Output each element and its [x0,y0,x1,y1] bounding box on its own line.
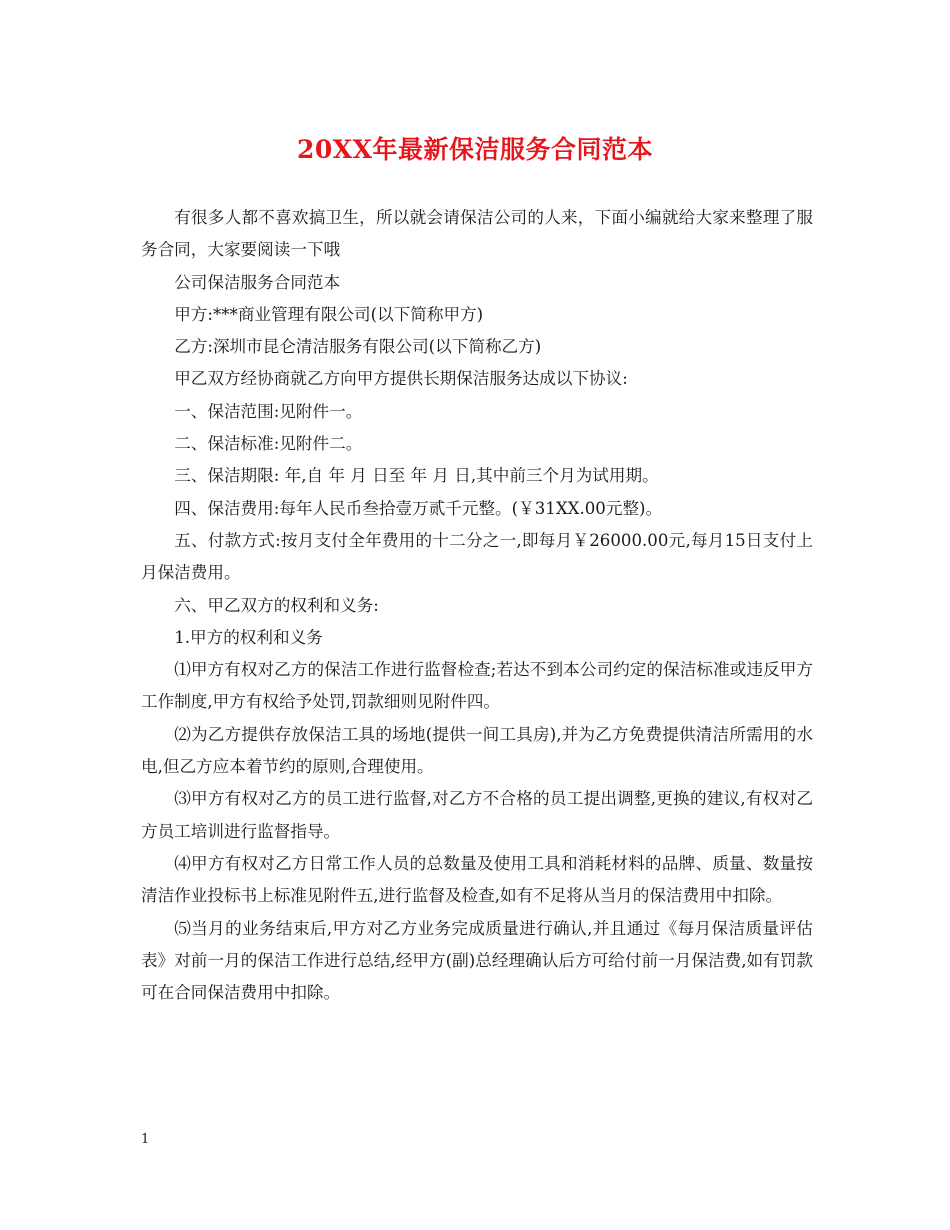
paragraph: 六、甲乙双方的权利和义务: [174,595,379,615]
paragraph: 甲方:***商业管理有限公司(以下简称甲方) [174,304,484,324]
paragraph: 1.甲方的权利和义务 [174,627,323,647]
paragraph: 二、保洁标准:见附件二。 [174,434,363,454]
paragraph: 四、保洁费用:每年人民币叁拾壹万贰千元整。(￥31XX.00元整)。 [174,498,663,518]
paragraph: 五、付款方式:按月支付全年费用的十二分之一,即每月￥26000.00元,每月15日支付上月保洁费用。 [141,530,813,583]
paragraph: ⑶甲方有权对乙方的员工进行监督,对乙方不合格的员工提出调整,更换的建议,有权对乙方员工培训进行监督指导。 [141,789,813,841]
document-body [141,202,813,1009]
paragraph: 乙方:深圳市昆仑清洁服务有限公司(以下简称乙方) [174,337,542,357]
paragraph: 甲乙双方经协商就乙方向甲方提供长期保洁服务达成以下协议: [174,369,628,389]
paragraph: 公司保洁服务合同范本 [174,272,341,292]
paragraph: ⑵为乙方提供存放保洁工具的场地(提供一间工具房),并为乙方免费提供清洁所需用的水电,但乙方应本着节约的原则,合理使用。 [141,724,813,777]
paragraph: 一、保洁范围:见附件一。 [174,401,363,421]
paragraph: 三、保洁期限: 年,自 年 月 日至 年 月 日,其中前三个月为试用期。 [174,466,659,486]
paragraph: ⑷甲方有权对乙方日常工作人员的总数量及使用工具和消耗材料的品牌、质量、数量按清洁作业投标书上标准见附件五,进行监督及检查,如有不足将从当月的保洁费用中扣除。 [141,853,813,906]
document-title: 20XX年最新保洁服务合同范本 [296,135,654,164]
paragraph: ⑴甲方有权对乙方的保洁工作进行监督检查;若达不到本公司约定的保洁标准或违反甲方工作制度,甲方有权给予处罚,罚款细则见附件四。 [141,660,813,712]
paragraph: ⑸当月的业务结束后,甲方对乙方业务完成质量进行确认,并且通过《每月保洁质量评估表》对前一月的保洁工作进行总结,经甲方(副)总经理确认后方可给付前一月保洁费,如有罚款可在合同保洁费用中扣除。 [141,918,813,1003]
page-number: 1 [141,1132,150,1147]
paragraph: 有很多人都不喜欢搞卫生，所以就会请保洁公司的人来，下面小编就给大家来整理了服务合同，大家要阅读一下哦 [141,208,813,260]
